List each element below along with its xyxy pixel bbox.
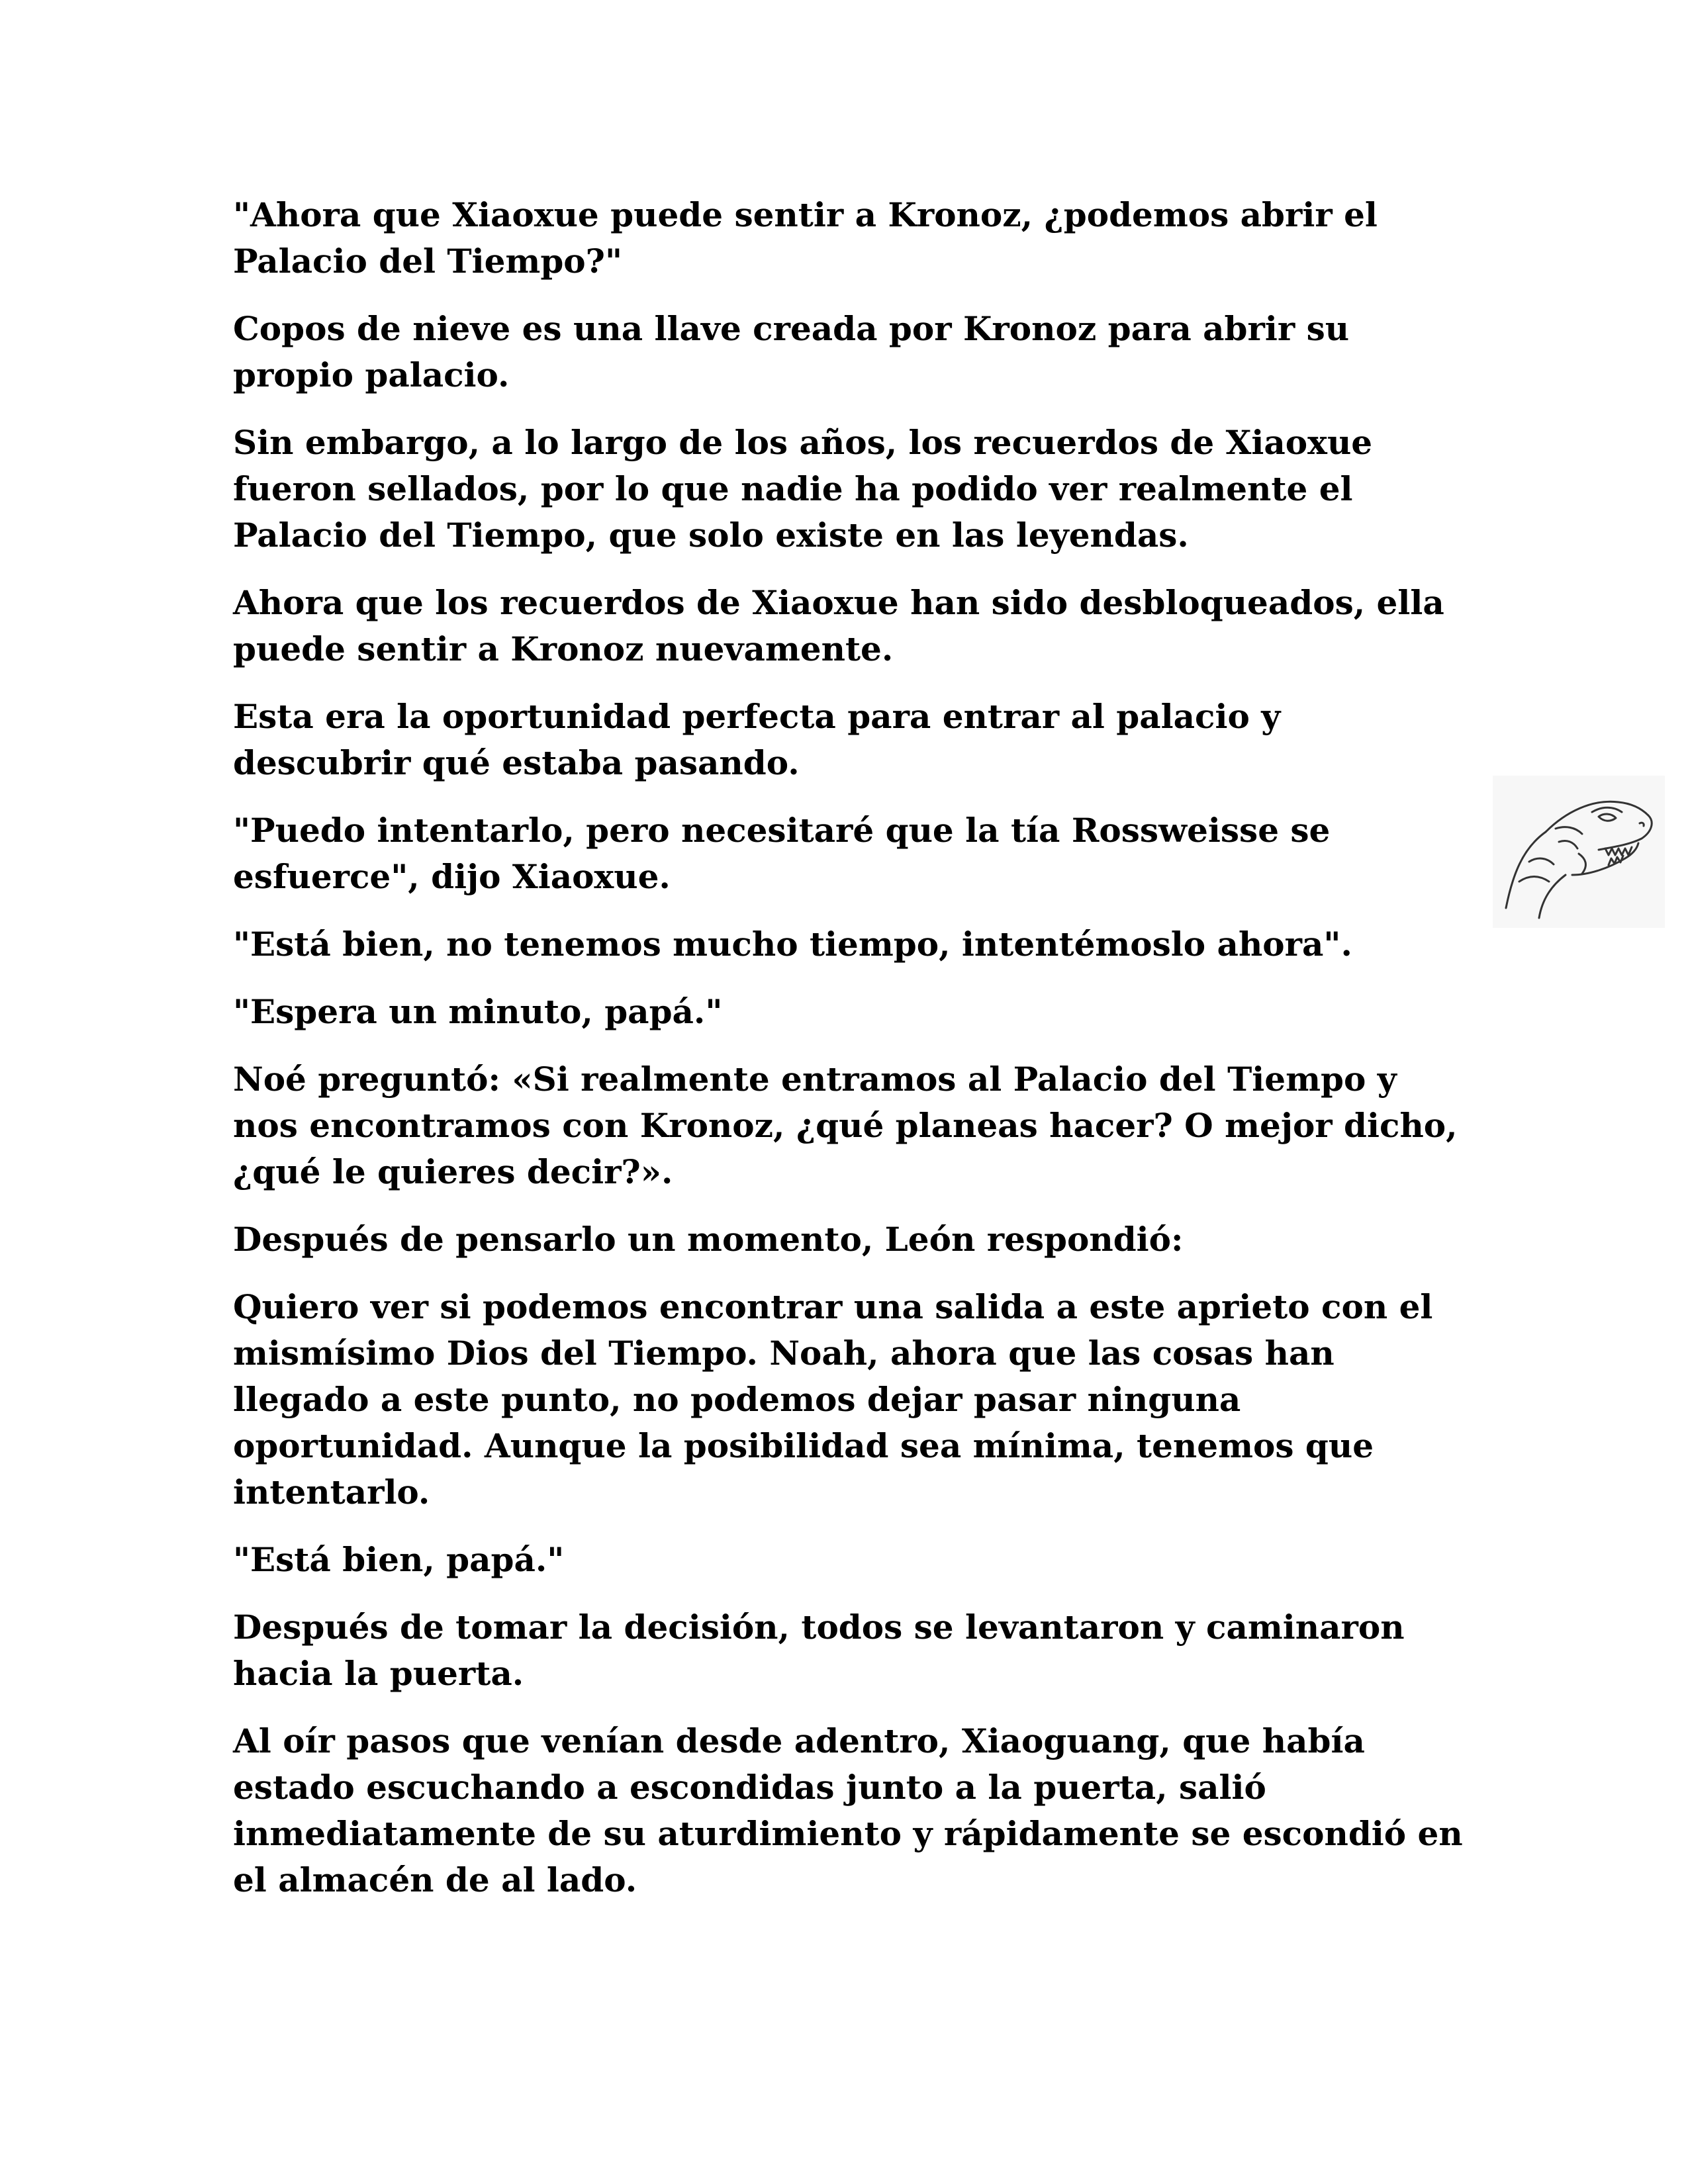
paragraph: Esta era la oportunidad perfecta para entrar al palacio y descubrir qué estaba pasando. [233, 697, 1281, 782]
paragraph: Sin embargo, a lo largo de los años, los recuerdos de Xiaoxue fueron sellados, por lo que nadie ha podido ver realmente el Palacio del Tiempo, que solo existe en las leyendas. [233, 423, 1373, 555]
paragraph: "Puedo intentarlo, pero necesitaré que la tía Rossweisse se esfuerce", dijo Xiaoxue. [233, 811, 1331, 896]
paragraph: "Ahora que Xiaoxue puede sentir a Kronoz, ¿podemos abrir el Palacio del Tiempo?" [233, 195, 1378, 281]
paragraph: Noé preguntó: «Si realmente entramos al Palacio del Tiempo y nos encontramos con Kronoz, ¿qué planeas hacer? O mejor dicho, ¿qué le quieres decir?». [233, 1060, 1458, 1191]
paragraph: "Está bien, no tenemos mucho tiempo, intentémoslo ahora". [233, 925, 1352, 964]
paragraph: Al oír pasos que venían desde adentro, Xiaoguang, que había estado escuchando a escondidas junto a la puerta, salió inmediatamente de su aturdimiento y rápidamente se escondió en el almacén de al lado. [233, 1721, 1463, 1899]
dinosaur-head-sketch-icon [1493, 776, 1665, 928]
paragraph: Después de tomar la decisión, todos se levantaron y caminaron hacia la puerta. [233, 1608, 1405, 1693]
paragraph: Ahora que los recuerdos de Xiaoxue han sido desbloqueados, ella puede sentir a Kronoz nuevamente. [233, 583, 1444, 668]
paragraph: "Espera un minuto, papá." [233, 992, 723, 1031]
paragraph: Después de pensarlo un momento, León respondió: [233, 1220, 1184, 1259]
body-text [233, 192, 1464, 1925]
paragraph: "Está bien, papá." [233, 1540, 565, 1579]
paragraph: Copos de nieve es una llave creada por Kronoz para abrir su propio palacio. [233, 309, 1350, 394]
paragraph: Quiero ver si podemos encontrar una salida a este aprieto con el mismísimo Dios del Tiempo. Noah, ahora que las cosas han llegado a este punto, no podemos dejar pasar ninguna oportunidad. Aunque la posibilidad sea mínima, tenemos que intentarlo. [233, 1287, 1433, 1512]
